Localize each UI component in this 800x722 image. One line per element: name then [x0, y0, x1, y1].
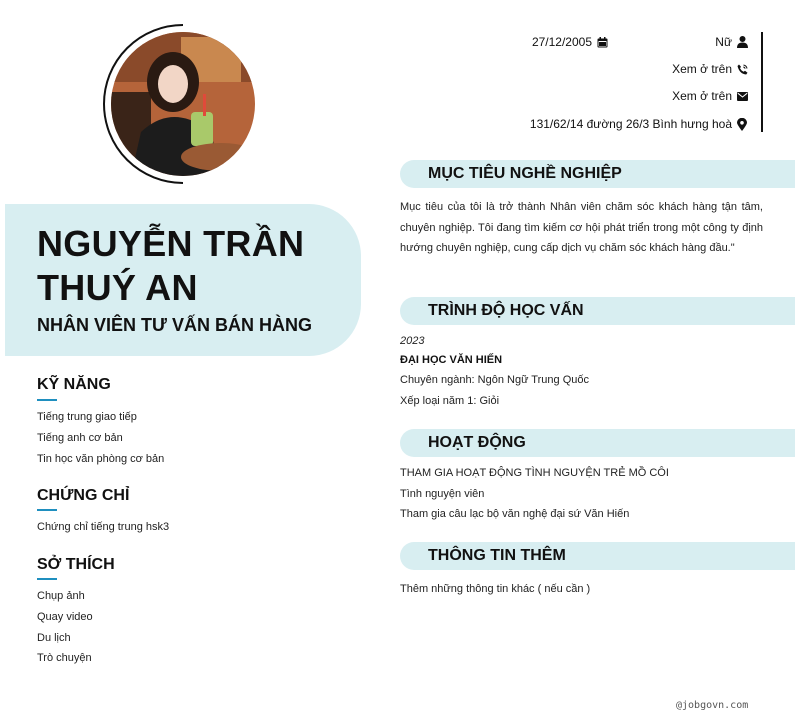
skill-item: Tin học văn phòng cơ bản	[37, 453, 165, 465]
phone-row	[672, 62, 748, 76]
phone-text: Xem ở trên	[672, 62, 732, 76]
avatar	[111, 32, 255, 176]
email-text: Xem ở trên	[672, 89, 732, 103]
full-name	[37, 222, 304, 310]
certificates-title: CHỨNG CHỈ	[37, 487, 130, 504]
name-line-2: THUÝ AN	[37, 267, 198, 308]
name-panel	[5, 204, 361, 356]
hobby-item: Chụp ảnh	[37, 590, 85, 602]
calendar-icon	[596, 36, 608, 48]
job-title: NHÂN VIÊN TƯ VẤN BÁN HÀNG	[37, 315, 312, 335]
activity-item: Tham gia câu lạc bộ văn nghệ đại sứ Văn Hiến	[400, 508, 630, 520]
education-title: TRÌNH ĐỘ HỌC VẤN	[428, 302, 584, 319]
contact-divider	[761, 32, 763, 132]
watermark: @jobgovn.com	[676, 700, 749, 711]
envelope-icon	[736, 90, 748, 102]
education-grade: Xếp loại năm 1: Giỏi	[400, 395, 500, 407]
additional-text: Thêm những thông tin khác ( nếu cần )	[400, 583, 591, 595]
name-line-1: NGUYỄN TRẦN	[37, 223, 305, 264]
certificate-item: Chứng chỉ tiếng trung hsk3	[37, 521, 170, 533]
education-school: ĐẠI HỌC VĂN HIẾN	[400, 354, 503, 366]
skill-item: Tiếng anh cơ bản	[37, 432, 123, 444]
activities-header	[400, 429, 795, 457]
objective-header	[400, 160, 795, 188]
hobby-item: Quay video	[37, 611, 93, 623]
skills-underline	[37, 399, 57, 401]
education-year: 2023	[400, 335, 425, 347]
phone-icon	[736, 63, 748, 75]
hobbies-underline	[37, 578, 57, 580]
education-header	[400, 297, 795, 325]
map-pin-icon	[736, 118, 748, 130]
birthday-text: 27/12/2005	[531, 35, 592, 49]
address-text: 131/62/14 đường 26/3 Bình hưng hoà	[529, 117, 732, 131]
additional-header	[400, 542, 795, 570]
objective-title: MỤC TIÊU NGHỀ NGHIỆP	[428, 165, 622, 182]
activities-title: HOẠT ĐỘNG	[428, 434, 526, 451]
person-icon	[736, 36, 748, 48]
address-row	[530, 117, 748, 131]
objective-text: Mục tiêu của tôi là trở thành Nhân viên chăm sóc khách hàng tận tâm, chuyên nghiệp. Tôi đang tìm kiếm cơ hội phát triển trong một công ty định hướng chuyên nghiệp, cung cấp dịch vụ chăm sóc khách hàng đầu."	[400, 201, 763, 254]
gender-text: Nữ	[715, 35, 732, 49]
hobby-item: Du lịch	[37, 632, 71, 644]
education-major: Chuyên ngành: Ngôn Ngữ Trung Quốc	[400, 374, 589, 386]
additional-title: THÔNG TIN THÊM	[428, 547, 566, 564]
activity-item: Tình nguyện viên	[400, 488, 485, 500]
hobby-item: Trò chuyện	[37, 652, 92, 664]
skills-title: KỸ NĂNG	[37, 376, 111, 393]
skill-item: Tiếng trung giao tiếp	[37, 411, 137, 423]
activity-item: THAM GIA HOẠT ĐỘNG TÌNH NGUYỆN TRẺ MỒ CÔI	[400, 467, 669, 479]
hobbies-title: SỞ THÍCH	[37, 556, 115, 573]
gender-row	[715, 35, 748, 49]
email-row	[672, 89, 748, 103]
birthday-row	[532, 35, 608, 49]
certificates-underline	[37, 509, 57, 511]
